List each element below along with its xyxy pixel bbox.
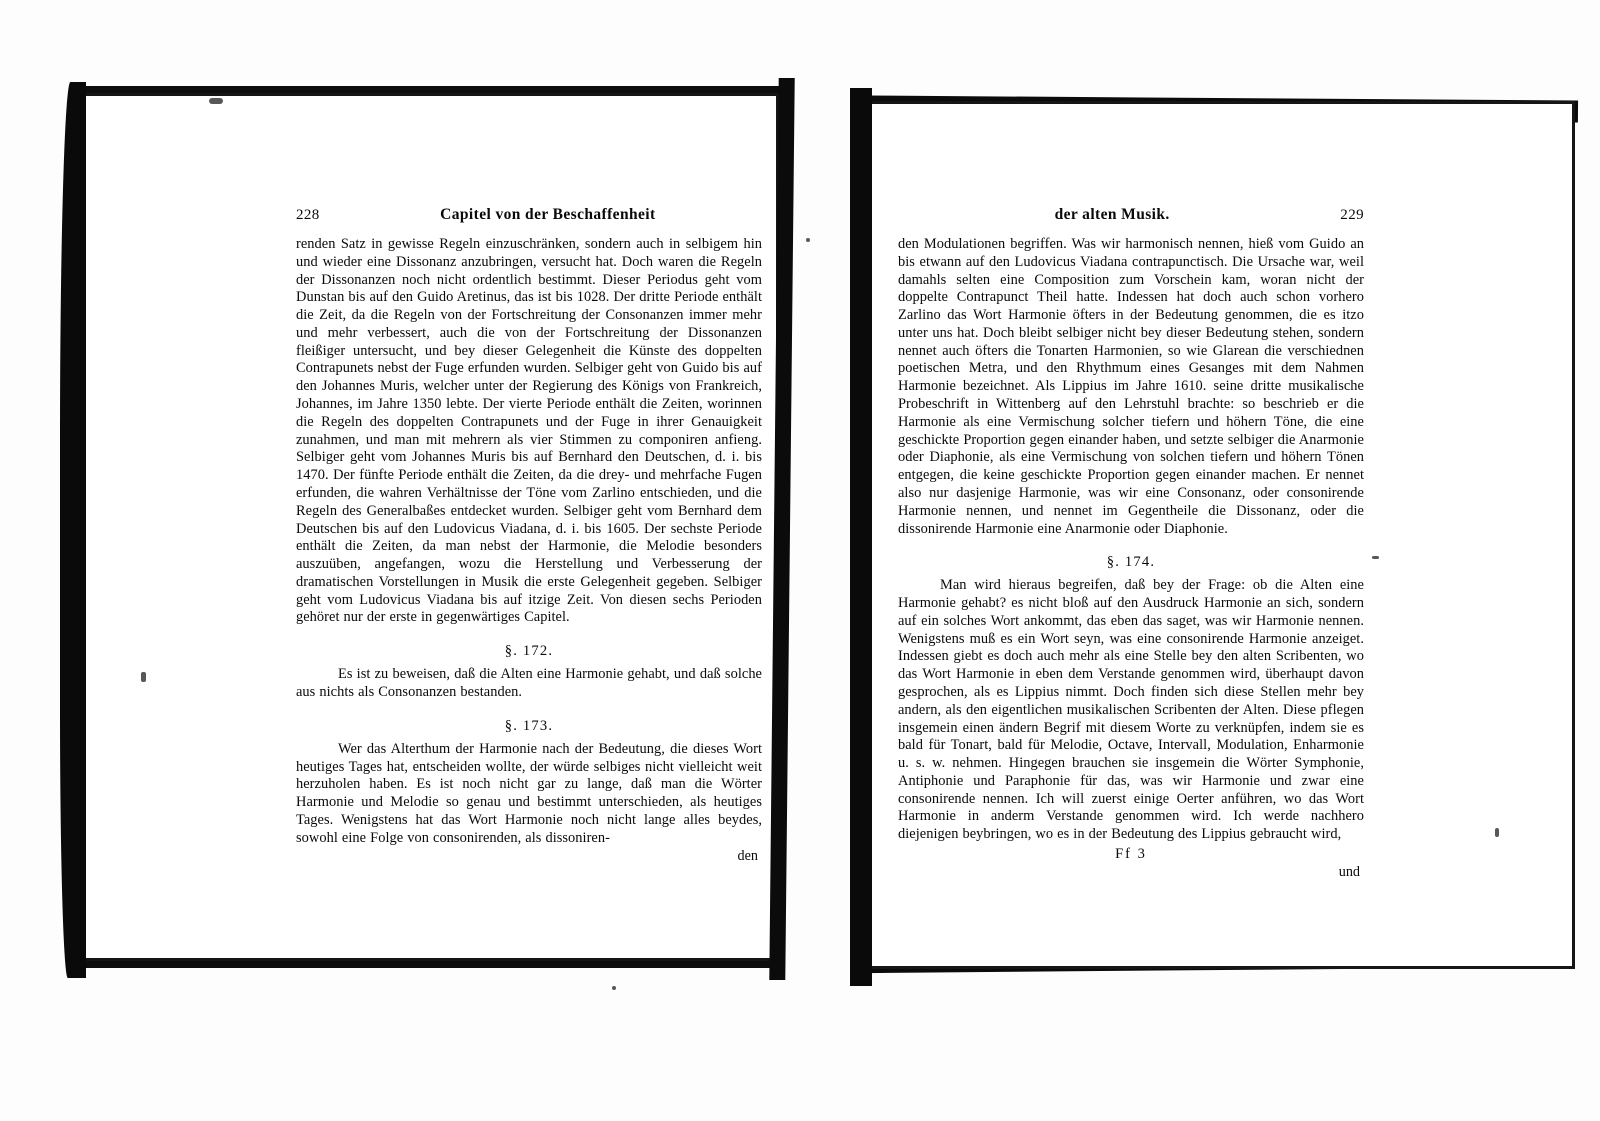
left-page-folio: 228	[296, 207, 320, 223]
right-page-folio: 229	[1340, 207, 1364, 223]
right-page-head-title: der alten Musik.	[1054, 206, 1170, 223]
right-page-text-block	[898, 206, 1364, 881]
scan-speck	[209, 98, 223, 104]
section-173-text: Wer das Alterthum der Harmonie nach der Bedeutung, die dieses Wort heutiges Tages hat, entscheiden wollte, der würde selbiges nicht vielleicht weit herzuholen haben. Es ist noch nicht gar zu lange, daß man die Wörter Harmonie und Melodie so genau und bestimmt unterschieden, als heutiges Tages. Wenigstens hat das Wort Harmonie noch nicht lange alles beydes, sowohl eine Folge von consonirenden, als dissoniren-	[296, 740, 762, 846]
left-page-text-block	[296, 206, 762, 865]
right-page-signature: Ff 3	[1115, 846, 1147, 862]
section-172-text: Es ist zu beweisen, daß die Alten eine Harmonie gehabt, und daß solche aus nichts als Consonanzen bestanden.	[296, 666, 762, 700]
left-page-running-head	[296, 206, 762, 224]
scan-speck	[612, 986, 616, 990]
scan-speck	[806, 238, 810, 242]
section-174-text: Man wird hieraus begreifen, daß bey der Frage: ob die Alten eine Harmonie gehabt? es nicht bloß auf den Ausdruck Harmonie an sich, sondern auf ein solches Wort ankommt, das eben das saget, was wir Harmonie nennen. Wenigstens muß es ein Wort seyn, was eine consonirende Harmonie anzeiget. Indessen giebt es doch auch mehr als eine Stelle bey den alten Scribenten, wo das Wort Harmonie in eben dem Verstande genommen wird, überhaupt davon gesprochen, als es Lippius nimmt. Doch finden sich diese Stellen mehr bey andern, als den eigentlichen musikalischen Scribenten der Alten. Diese pflegen insgemein einen ändern Begrif mit diesem Worte zu verknüpfen, indem sie es bald für Tonart, bald für Melodie, Octave, Intervall, Modulation, Enharmonie u. s. w. nehmen. Hingegen brauchen sie insgemein die Wörter Symphonie, Antiphonie und Paraphonie für das, was wir Harmonie und zwar eine consonirende nennen. Ich will zuerst einige Oerter anführen, wo das Wort Harmonie in anderm Verstande genommen wird. Ich werde nachhero diejenigen beybringen, wo es in der Bedeutung des Lippius gebraucht wird,	[898, 577, 1364, 843]
paragraph: renden Satz in gewisse Regeln einzuschränken, sondern auch in selbigem hin und wieder eine Dissonanz anzubringen, versucht hat. Doch waren die Regeln der Dissonanzen noch nicht ordentlich bestimmt. Dieser Periodus geht vom Dunstan bis auf den Guido Aretinus, das ist bis 1028. Der dritte Periode enthält die Zeit, da die Regeln von der Fortschreitung der Consonanzen immer mehr und mehr verbessert, auch die von der Fortschreitung der Dissonanzen fleißiger untersucht, und bey dieser Gelegenheit die Künste des doppelten Contrapunets nebst der Fuge erfunden wurden. Selbiger geht von Guido bis auf den Johannes Muris, welcher unter der Regierung des Königs von Frankreich, Johannes, im Jahre 1350 lebte. Der vierte Periode enthält die Zeiten, worinnen die Regeln des doppelten Contrapunets und der Fuge in ihrer Genauigkeit zunahmen, und man mit mehrern als vier Stimmen zu componiren anfieng. Selbiger geht vom Johannes Muris bis auf Bernhard den Deutschen, d. i. bis 1470. Der fünfte Periode enthält die Zeiten, da die drey- und mehrfache Fugen erfunden, die wahren Verhältnisse der Töne vom Zarlino entschieden, und die Regeln des Generalbaßes entdecket wurden. Selbiger geht vom Bernhard dem Deutschen bis auf den Ludovicus Viadana, d. i. bis 1605. Der sechste Periode enthält die Zeiten, da man nebst der Harmonie, die Melodie besonders auszuüben, angefangen, wozu die Herstellung und Verbesserung der dramatischen Vorstellungen in Musik die erste Gelegenheit gegeben. Selbiger geht vom Ludovicus Viadana bis auf itzige Zeit. Von diesen sechs Perioden gehöret nur der erste in gegenwärtiges Capitel.	[296, 236, 762, 626]
left-page-catchword: den	[737, 848, 758, 865]
scan-speck	[141, 672, 146, 682]
scan-speck	[1495, 828, 1499, 837]
right-page-catchword: und	[1338, 864, 1360, 880]
scan-speck	[1372, 556, 1379, 559]
section-mark-174: §. 174.	[1106, 554, 1156, 571]
right-page-running-head	[898, 206, 1364, 224]
paragraph: den Modulationen begriffen. Was wir harmonisch nennen, hieß vom Guido an bis etwann auf den Ludovicus Viadana contrapunctisch. Die Ursache war, weil damahls selten eine Composition zum Vorschein kam, woran nicht der doppelte Contrapunct Theil hatte. Indessen hat doch auch schon vorhero Zarlino das Wort Harmonie öfters in der Bedeutung genommen, die es itzo unter uns hat. Doch bleibt selbiger nicht bey dieser Bedeutung stehen, sondern nennet auch öfters die Tonarten Harmonien, so wie Glarean die verschiednen poetischen Metra, und den Rhythmum eines Gesanges mit dem Nahmen Harmonie bezeichnet. Als Lippius im Jahre 1610. seine dritte musikalische Probeschrift in Wittenberg auf den Lehrstuhl brachte: so beschrieb er die Harmonie als eine Vermischung solcher tiefern und höhern Töne, die eine geschickte Proportion gegen einander haben, und setzte selbiger die Anarmonie oder Diaphonie, als eine Vermischung von solchen tiefern und höhern Tönen entgegen, die keine geschickte Proportion gegen einander machen. Er nennet also nur dasjenige Harmonie, was wir eine Consonanz, oder consonirende Harmonie nennen, und nennet im Gegentheile die Dissonanz, oder die dissonirende Harmonie eine Anarmonie oder Diaphonie.	[898, 236, 1364, 537]
section-mark-172: §. 172.	[504, 643, 554, 660]
section-mark-173: §. 173.	[504, 717, 554, 734]
left-page-head-title: Capitel von der Beschaffenheit	[440, 206, 656, 223]
